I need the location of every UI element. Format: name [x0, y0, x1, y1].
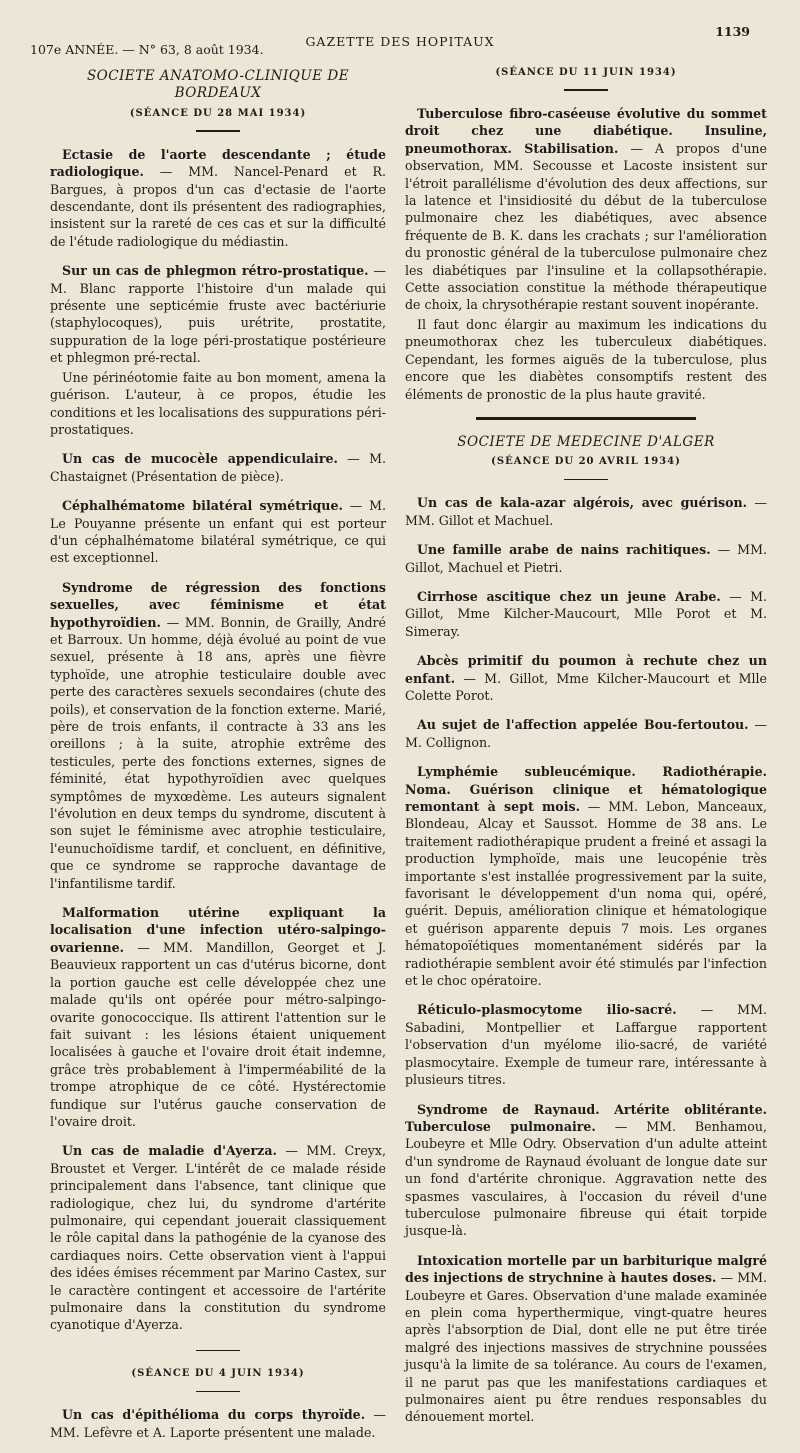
- article-text: — M. Collignon.: [405, 717, 767, 750]
- divider: [564, 89, 608, 91]
- article: [50, 1406, 386, 1441]
- article: [50, 146, 386, 250]
- article-title: Céphalhématome bilatéral symétrique.: [62, 498, 343, 514]
- article-text: — MM. Benhamou, Loubeyre et Mlle Odry. Observation d'un adulte atteint d'un syndrome de Raynaud évoluant de longue date sur un fond d'artérite chronique. Aggravation nette des spasmes vasculaires, à l'occasion du réveil d'une tuberculose pulmonaire fibreuse qui était torpide jusque-là.: [405, 1118, 767, 1239]
- article: [50, 262, 386, 366]
- article-text: — M. Blanc rapporte l'histoire d'un malade qui présente une septicémie fruste avec bactériurie (staphylocoques), puis urétrite, prostatite, suppuration de la loge péri-prostatique postérieure et phlegmon pré-rectal.: [50, 263, 386, 366]
- article-title: Lymphémie subleucémique. Radiothérapie. Noma. Guérison clinique et hématologique remontant à sept mois.: [405, 764, 767, 814]
- article-title: Syndrome de régression des fonctions sexuelles, avec féminisme et état hypothyroïdien.: [50, 579, 386, 630]
- section-divider: [476, 417, 696, 420]
- article-title: Abcès primitif du poumon à rechute chez un enfant.: [405, 653, 767, 686]
- page-header: [30, 22, 770, 57]
- article: [405, 494, 767, 529]
- article-text: — MM. Lebon, Manceaux, Blondeau, Alcay et Saussot. Homme de 38 ans. Le traitement radiothérapique prudent a freiné et assagi la production lymphoïde, mais une leucopénie très importante s'est installée progressivement par la suite, favorisant le développement d'un noma qui, opéré, guérit. Depuis, amélioration clinique et hématologique et guérison apparente depuis 7 mois. Les organes hématopoïétiques momentanément sidérés par la radiothérapie semblent avoir été stimulés par l'infection et le choc opératoire.: [405, 799, 767, 989]
- article-text: — MM. Lefèvre et A. Laporte présentent une malade.: [50, 1407, 386, 1440]
- article-text: — MM. Bonnin, de Grailly, André et Barroux. Un homme, déjà évolué au point de vue sexuel, présente à 18 ans, après une fièvre typhoïde, une atrophie testiculaire double avec perte des caractères sexuels secondaires (chute des poils), et conservation de la fonction externe. Marié, père de trois enfants, il contracte à 33 ans les oreillons ; à la suite, atrophie extrême des testicules, perte des fonctions externes, signes de féminité, état hypothyroïdien avec quelques symptômes de myxœdème. Les auteurs signalent l'évolution en deux temps du syndrome, discutent à son sujet le féminisme avec atrophie testiculaire, l'eunuchoïdisme tardif, et concluent, en définitive, que ce syndrome se rapproche davantage de l'infantilisme tardif.: [50, 614, 386, 891]
- article: [405, 763, 767, 989]
- article: [405, 1252, 767, 1426]
- article-title: Une famille arabe de nains rachitiques.: [417, 542, 711, 558]
- divider: [196, 1350, 240, 1352]
- article: [405, 716, 767, 751]
- society-title: SOCIETE ANATOMO-CLINIQUE DE BORDEAUX: [86, 68, 350, 102]
- divider: [564, 479, 608, 481]
- session-heading: (SÉANCE DU 28 MAI 1934): [129, 107, 307, 119]
- article-title: Malformation utérine expliquant la localisation d'une infection utéro-salpingo-ovarienne.: [50, 905, 386, 955]
- article-title: Au sujet de l'affection appelée Bou-fertoutou.: [417, 717, 749, 733]
- article: [405, 1101, 767, 1240]
- article: [50, 579, 386, 892]
- article-text: — M. Chastaignet (Présentation de pièce).: [50, 451, 387, 484]
- article-text: — MM. Gillot, Machuel et Pietri.: [405, 542, 767, 575]
- article-text: — M. Gillot, Mme Kilcher-Maucourt et Mlle Colette Porot.: [405, 670, 767, 703]
- article-text: — A propos d'une observation, MM. Secousse et Lacoste insistent sur l'étroit parallélisme d'évolution des deux affections, sur la latence et l'insidiosité du début de la tuberculose pulmonaire chez les diabétiques, avec absence fréquente de B. K. dans les crachats ; sur l'amélioration du pronostic général de la tuberculose pulmonaire chez les diabétiques par l'insuline et la collapsothérapie. Cette association constitue la méthode thérapeutique de choix, la chrysothérapie restant souvent inopérante.: [405, 140, 767, 313]
- article-title: Un cas d'épithélioma du corps thyroïde.: [62, 1407, 366, 1423]
- article-title: Un cas de maladie d'Ayerza.: [62, 1143, 277, 1159]
- left-column: [50, 62, 386, 1453]
- article: [50, 497, 386, 567]
- issue-line: 107e ANNÉE. — N° 63, 8 août 1934.: [30, 42, 264, 57]
- article-title: Un cas de kala-azar algérois, avec guérison.: [417, 495, 748, 511]
- session-heading: (SÉANCE DU 4 JUIN 1934): [131, 1368, 305, 1380]
- article-text: — MM. Creyx, Broustet et Verger. L'intérêt de ce malade réside principalement dans l'absence, tant clinique que radiologique, chez lui, du syndrome d'artérite pulmonaire, qui cependant jouerait classiquement le rôle capital dans la pathogénie de la cyanose des cardiaques noirs. Cette observation vient à l'appui des idées émises récemment par Marino Castex, sur le caractère contingent et accessoire de l'artérite pulmonaire dans la constitution du syndrome cyanotique d'Ayerza.: [50, 1143, 387, 1333]
- divider: [196, 130, 240, 132]
- article: [405, 652, 767, 704]
- article: [50, 904, 386, 1130]
- article: [50, 1142, 386, 1333]
- right-column: [405, 62, 767, 1438]
- article: [405, 541, 767, 576]
- article-paragraph: Il faut donc élargir au maximum les indications du pneumothorax chez les tuberculeux diabétiques. Cependant, les formes aiguës de la tuberculose, plus encore que les diabètes consomptifs restent des éléments de pronostic de la plus haute gravité.: [405, 316, 767, 402]
- article-title: Ectasie de l'aorte descendante ; étude radiologique.: [50, 146, 386, 180]
- session-heading: (SÉANCE DU 11 JUIN 1934): [495, 67, 677, 78]
- article-text: — M. Le Pouyanne présente un enfant qui est porteur d'un céphalhématome bilatéral symétrique, ce qui est exceptionnel.: [50, 498, 386, 566]
- article-title: Réticulo-plasmocytome ilio-sacré.: [417, 1002, 677, 1018]
- article-title: Sur un cas de phlegmon rétro-prostatique.: [62, 263, 369, 279]
- article-title: Cirrhose ascitique chez un jeune Arabe.: [417, 588, 721, 604]
- divider: [196, 1391, 240, 1393]
- article-text: — M. Gillot, Mme Kilcher-Maucourt, Mlle Porot et M. Simeray.: [405, 588, 768, 639]
- article: [405, 105, 767, 314]
- article: [405, 588, 767, 640]
- society-title: SOCIETE DE MEDECINE D'ALGER: [457, 433, 715, 450]
- article-text: — MM. Mandillon, Georget et J. Beauvieux rapportent un cas d'utérus bicorne, dont la portion gauche est celle développée chez une malade qu'ils ont opérée pour métro-salpingo-ovarite gonococcique. Ils attirent l'attention sur le fait suivant : les lésions étaient uniquement localisées à gauche et l'ovaire droit était indemne, grâce très probablement à l'imperméabilité de la trompe atrophique de ce côté. Hystérectomie fundique sur l'utérus gauche conservation de l'ovaire droit.: [50, 939, 386, 1129]
- page-number: 1139: [715, 24, 750, 39]
- article-title: Intoxication mortelle par un barbiturique malgré des injections de strychnine à hautes doses.: [405, 1252, 767, 1286]
- journal-title: GAZETTE DES HOPITAUX: [305, 34, 495, 49]
- article-text: — MM. Nancel-Penard et R. Bargues, à propos d'un cas d'ectasie de l'aorte descendante, dont ils présentent des radiographies, insistent sur la rareté de ces cas et sur la difficulté de l'étude radiologique du médiastin.: [50, 164, 386, 249]
- article: [50, 450, 386, 485]
- article-paragraph: Une périnéotomie faite au bon moment, amena la guérison. L'auteur, à ce propos, étudie les conditions et les localisations des suppurations péri-prostatiques.: [50, 369, 386, 437]
- article: [405, 1001, 767, 1088]
- article-title: Un cas de mucocèle appendiculaire.: [62, 451, 338, 467]
- article-text: — MM. Sabadini, Montpellier et Laffargue rapportent l'observation d'un myélome ilio-sacré, de variété plasmocytaire. Exemple de tumeur rare, intéressante à plusieurs titres.: [405, 1002, 767, 1088]
- article-title: Tuberculose fibro-caséeuse évolutive du sommet droit chez une diabétique. Insuline, pneumothorax. Stabilisation.: [405, 106, 767, 156]
- session-heading: (SÉANCE DU 20 AVRIL 1934): [491, 456, 681, 468]
- article-text: — MM. Loubeyre et Gares. Observation d'une malade examinée en plein coma hyperthermique, vingt-quatre heures après l'absorption de Dial, dont elle ne put être tirée malgré des injections massives de strychnine poussées jusqu'à la limite de sa tolérance. Au cours de l'examen, il ne parut pas que les manifestations cardiaques et pulmonaires aient pu être rendues responsables du dénouement mortel.: [405, 1270, 767, 1425]
- article-text: — MM. Gillot et Machuel.: [405, 495, 767, 528]
- article-title: Syndrome de Raynaud. Artérite oblitérante. Tuberculose pulmonaire.: [405, 1101, 767, 1134]
